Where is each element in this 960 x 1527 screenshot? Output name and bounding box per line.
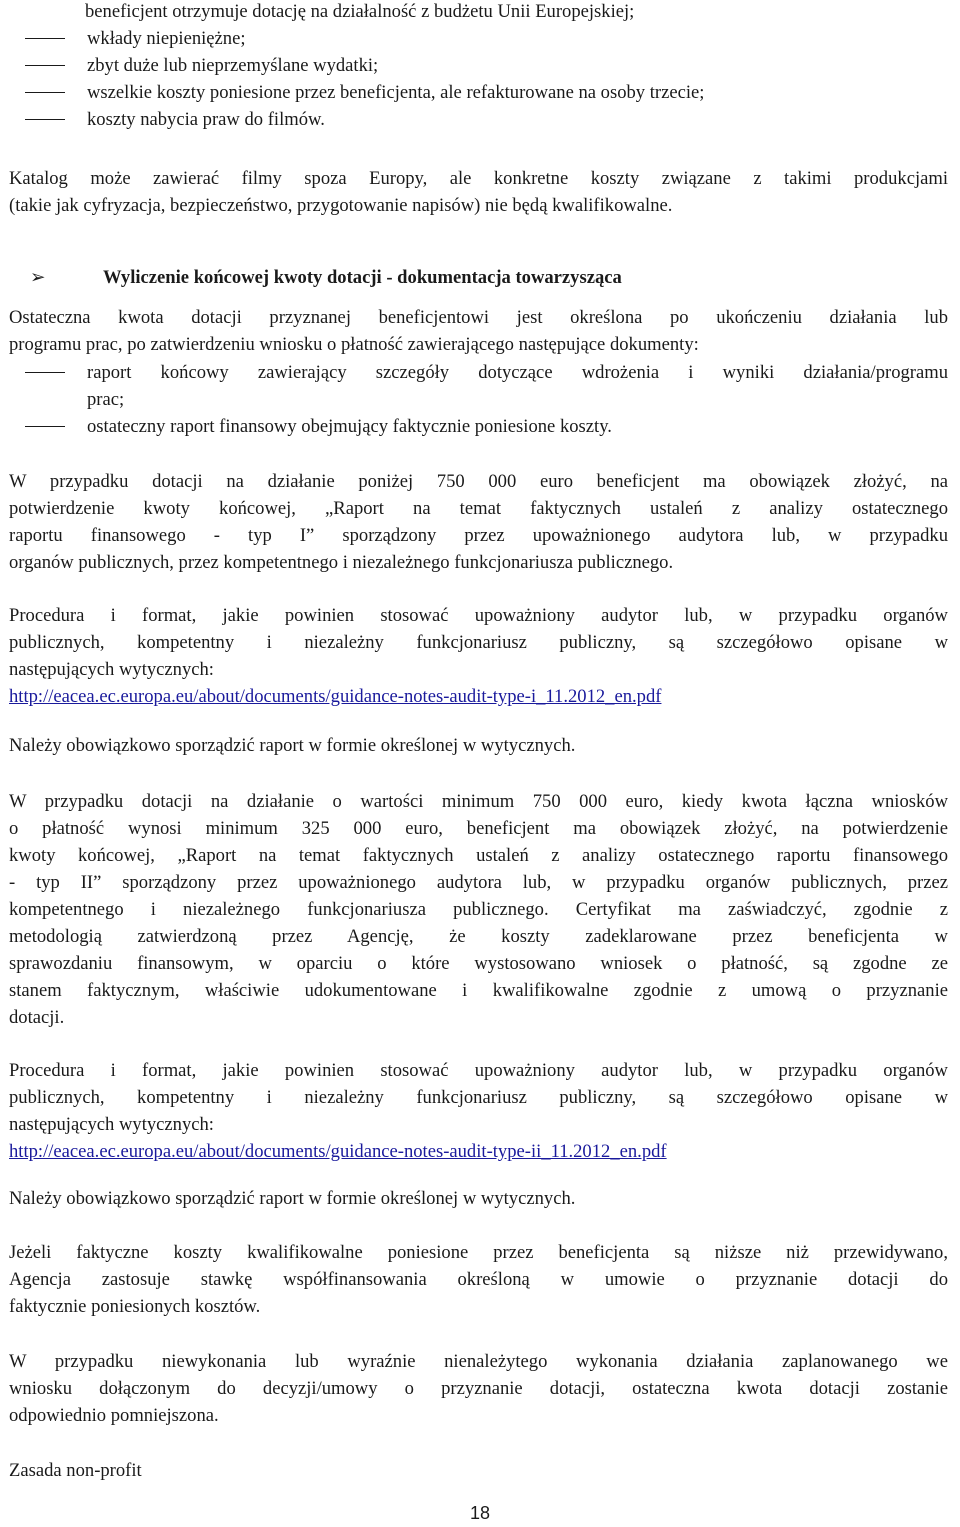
list-item-text: prac; [87, 389, 125, 410]
paragraph-line: W przypadku dotacji na działanie poniżej 750 000 euro beneficjent ma obowiązek złożyć, na [9, 471, 948, 492]
list-item [9, 359, 948, 413]
paragraph-line: Agencja zastosuje stawkę współfinansowania określoną w umowie o przyznanie dotacji do [9, 1269, 948, 1290]
dash-bullet-icon [25, 92, 65, 93]
dash-bullet-icon [25, 38, 65, 39]
paragraph-line: metodologią zatwierdzoną przez Agencję, że koszty zadeklarowane przez beneficjenta w [9, 926, 948, 947]
link-guidance-type-ii-container [9, 1138, 948, 1165]
paragraph-line: programu prac, po zatwierdzeniu wniosku o płatność zawierającego następujące dokumenty: [9, 334, 699, 355]
paragraph-zasada [9, 1457, 948, 1484]
list-item-text: koszty nabycia praw do filmów. [87, 109, 325, 130]
paragraph-line: o płatność wynosi minimum 325 000 euro, beneficjent ma obowiązek złożyć, na potwierdzenie [9, 818, 948, 839]
paragraph-line: Należy obowiązkowo sporządzić raport w formie określonej w wytycznych. [9, 1188, 576, 1209]
paragraph-line: W przypadku niewykonania lub wyraźnie nienależytego wykonania działania zaplanowanego we [9, 1351, 948, 1372]
list-item [9, 106, 948, 133]
paragraph-line: kwoty końcowej, „Raport na temat faktycznych ustaleń z analizy ostatecznego raportu finansowego [9, 845, 948, 866]
paragraph-line: (takie jak cyfryzacja, bezpieczeństwo, przygotowanie napisów) nie będą kwalifikowalne. [9, 195, 673, 216]
list-item [9, 413, 948, 440]
guidance-type-ii-link[interactable]: http://eacea.ec.europa.eu/about/documents/guidance-notes-audit-type-ii_11.2012_en.pdf [9, 1141, 667, 1162]
paragraph-line: potwierdzenie kwoty końcowej, „Raport na temat faktycznych ustaleń z analizy ostatecznego [9, 498, 948, 519]
list-item [9, 25, 948, 52]
guidance-type-i-link[interactable]: http://eacea.ec.europa.eu/about/documents/guidance-notes-audit-type-i_11.2012_en.pdf [9, 686, 662, 707]
paragraph-line: wniosku dołączonym do decyzji/umowy o przyznanie dotacji, ostateczna kwota dotacji zostanie [9, 1378, 948, 1399]
paragraph-line: stanem faktycznym, właściwie udokumentowane i kwalifikowalne zgodnie z umową o przyznanie [9, 980, 948, 1001]
page-number: 18 [469, 1503, 491, 1523]
paragraph-line: - typ II” sporządzony przez upoważnionego audytora lub, w przypadku organów publicznych, przez [9, 872, 948, 893]
paragraph-line: dotacji. [9, 1007, 65, 1028]
paragraph-750-below [9, 468, 948, 576]
list-item-text: ostateczny raport finansowy obejmujący faktycznie poniesione koszty. [87, 416, 612, 437]
paragraph-niewykonanie [9, 1348, 948, 1429]
dash-bullet-icon [25, 65, 65, 66]
list-item-text: raport końcowy zawierający szczegóły dotyczące wdrożenia i wyniki działania/programu [87, 362, 948, 383]
dash-bullet-icon [25, 119, 65, 120]
list-item-text: wkłady niepieniężne; [87, 28, 246, 49]
paragraph-line: Należy obowiązkowo sporządzić raport w formie określonej w wytycznych. [9, 735, 576, 756]
paragraph-line: publicznych, kompetentny i niezależny funkcjonariusz publiczny, są szczegółowo opisane w [9, 632, 948, 653]
paragraph-line: Jeżeli faktyczne koszty kwalifikowalne poniesione przez beneficjenta są niższe niż przewidywano, [9, 1242, 948, 1263]
paragraph-line: Ostateczna kwota dotacji przyznanej beneficjentowi jest określona po ukończeniu działania lub [9, 307, 948, 328]
paragraph-750-above [9, 788, 948, 1031]
paragraph-line: W przypadku dotacji na działanie o wartości minimum 750 000 euro, kiedy kwota łączna wniosków [9, 791, 948, 812]
list-item [9, 52, 948, 79]
paragraph-nalezy-2 [9, 1185, 948, 1212]
paragraph-line: faktycznie poniesionych kosztów. [9, 1296, 261, 1317]
paragraph-line: Procedura i format, jakie powinien stosować upoważniony audytor lub, w przypadku organów [9, 1060, 948, 1081]
list-item [9, 79, 948, 106]
paragraph-katalog [9, 165, 948, 219]
list-item-text: zbyt duże lub nieprzemyślane wydatki; [87, 55, 379, 76]
dash-bullet-icon [25, 372, 65, 373]
paragraph-line: Procedura i format, jakie powinien stosować upoważniony audytor lub, w przypadku organów [9, 605, 948, 626]
paragraph-ostateczna [9, 304, 948, 358]
list-item-text: beneficjent otrzymuje dotację na działalność z budżetu Unii Europejskiej; [85, 1, 635, 22]
link-guidance-type-i-container [9, 683, 948, 710]
paragraph-procedura-2 [9, 1057, 948, 1138]
paragraph-line: Katalog może zawierać filmy spoza Europy, ale konkretne koszty związane z takimi produkcjami [9, 168, 948, 189]
paragraph-line: następujących wytycznych: [9, 659, 214, 680]
list-item [85, 0, 945, 25]
paragraph-jezeli [9, 1239, 948, 1320]
paragraph-procedura-1 [9, 602, 948, 683]
section-heading: Wyliczenie końcowej kwoty dotacji - dokumentacja towarzysząca [103, 267, 622, 288]
paragraph-line: organów publicznych, przez kompetentnego i niezależnego funkcjonariusza publicznego. [9, 552, 674, 573]
dash-bullet-icon [25, 426, 65, 427]
paragraph-line: następujących wytycznych: [9, 1114, 214, 1135]
paragraph-line: sprawozdaniu finansowym, w oparciu o które wystosowano wniosek o płatność, są zgodne ze [9, 953, 948, 974]
arrow-bullet-icon: ➢ [30, 267, 46, 288]
paragraph-line: Zasada non-profit [9, 1460, 142, 1481]
paragraph-nalezy-1 [9, 732, 948, 759]
paragraph-line: publicznych, kompetentny i niezależny funkcjonariusz publiczny, są szczegółowo opisane w [9, 1087, 948, 1108]
paragraph-line: kompetentnego i niezależnego funkcjonariusza publicznego. Certyfikat ma zaświadczyć, zgodnie z [9, 899, 948, 920]
paragraph-line: raportu finansowego - typ I” sporządzony przez upoważnionego audytora lub, w przypadku [9, 525, 948, 546]
list-item-text: wszelkie koszty poniesione przez beneficjenta, ale refakturowane na osoby trzecie; [87, 82, 705, 103]
paragraph-line: odpowiednio pomniejszona. [9, 1405, 219, 1426]
